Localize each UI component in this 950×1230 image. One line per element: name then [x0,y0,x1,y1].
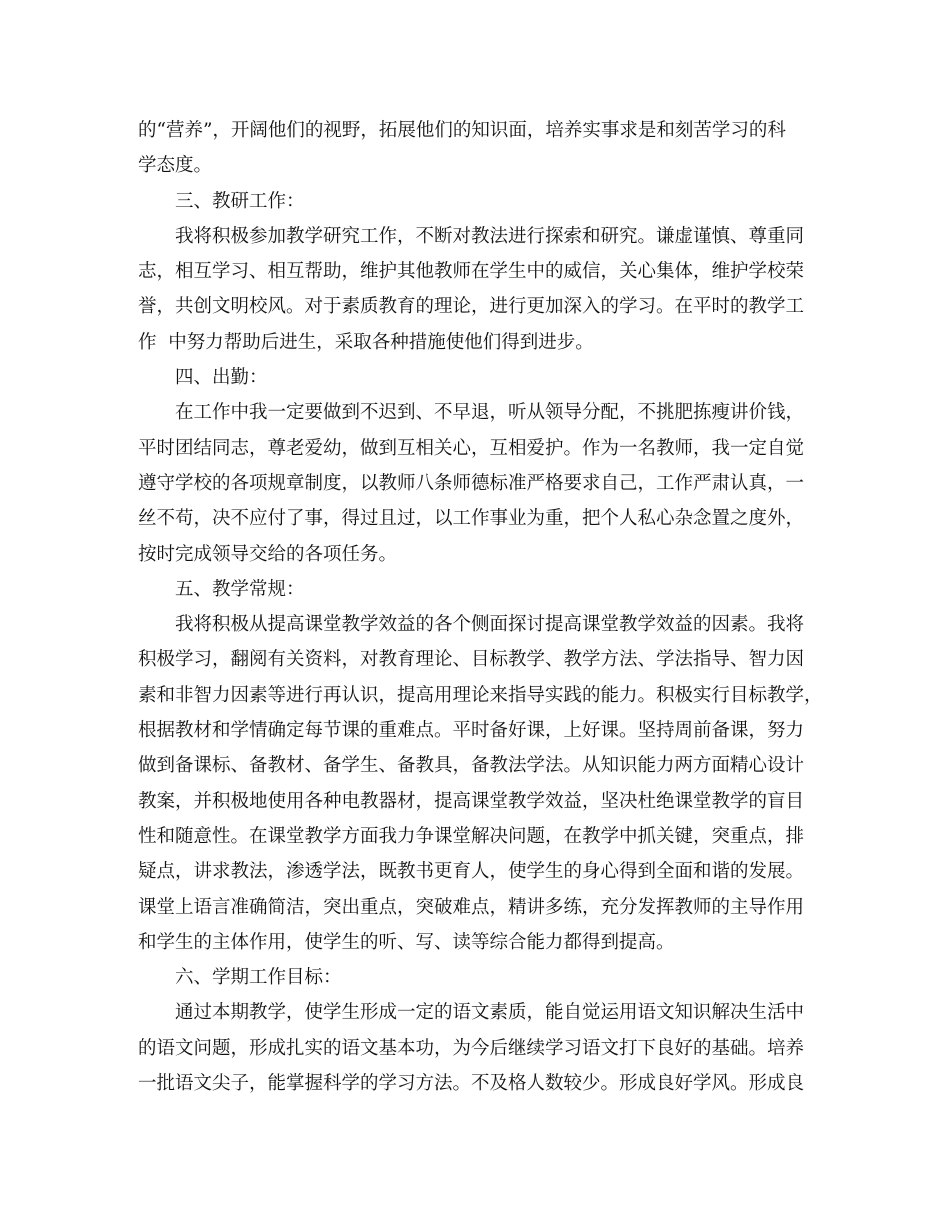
section-heading-semester-goals [138,960,818,995]
document-body [138,113,823,1101]
heading-text: 六、学期工作目标： [175,967,342,989]
paragraph-research [138,219,818,360]
text-line: 课堂上语言准确简洁，突出重点，突破难点，精讲多练，充分发挥教师的主导作用 [138,896,805,918]
text-line: 誉，共创文明校风。对于素质教育的理论，进行更加深入的学习。在平时的教学工 [138,296,805,318]
text-line: 素和非智力因素等进行再认识，提高用理论来指导实践的能力。积极实行目标教学， [138,684,823,706]
text-line: 的“营养”，开阔他们的视野，拓展他们的知识面，培养实事求是和刻苦学习的科 [138,120,786,141]
section-heading-teaching-routine [138,572,818,607]
heading-text: 三、教研工作： [175,190,305,212]
text-line: 的语文问题，形成扎实的语文基本功，为今后继续学习语文打下良好的基础。培养 [138,1037,805,1059]
text-line: 性和随意性。在课堂教学方面我力争课堂解决问题，在教学中抓关键，突重点，排 [138,825,805,847]
text-line: 遵守学校的各项规章制度，以教师八条师德标准严格要求自己，工作严肃认真，一 [138,472,805,494]
paragraph-attendance [138,395,818,571]
section-heading-attendance [138,360,818,395]
text-line: 通过本期教学，使学生形成一定的语文素质，能自觉运用语文知识解决生活中 [175,1002,805,1024]
text-line: 教案，并积极地使用各种电教器材，提高课堂教学效益，坚决杜绝课堂教学的盲目 [138,790,805,812]
text-line: 志，相互学习、相互帮助，维护其他教师在学生中的威信，关心集体，维护学校荣 [138,261,805,283]
paragraph-continuation [138,113,818,184]
text-line: 积极学习，翻阅有关资料，对教育理论、目标教学、教学方法、学法指导、智力因 [138,649,805,671]
text-line: 丝不苟，决不应付了事，得过且过，以工作事业为重，把个人私心杂念置之度外， [138,508,805,530]
paragraph-semester-goals [138,995,818,1101]
text-line: 平时团结同志，尊老爱幼，做到互相关心，互相爱护。作为一名教师，我一定自觉 [138,437,805,459]
text-line: 做到备课标、备教材、备学生、备教具，备教法学法。从知识能力两方面精心设计 [138,755,805,777]
paragraph-teaching-routine [138,607,823,960]
section-heading-research [138,184,818,219]
heading-text: 五、教学常规： [175,578,305,600]
text-line: 一批语文尖子，能掌握科学的学习方法。不及格人数较少。形成良好学风。形成良 [138,1073,805,1095]
text-line: 我将积极从提高课堂教学效益的各个侧面探讨提高课堂教学效益的因素。我将 [175,614,805,636]
text-line: 我将积极参加教学研究工作，不断对教法进行探索和研究。谦虚谨慎、尊重同 [175,225,805,247]
text-line: 在工作中我一定要做到不迟到、不早退，听从领导分配，不挑肥拣瘦讲价钱， [175,402,805,424]
text-line: 学态度。 [138,155,213,177]
text-line: 疑点，讲求教法，渗透学法，既教书更育人，使学生的身心得到全面和谐的发展。 [138,861,805,883]
text-line: 作 中努力帮助后进生，采取各种措施使他们得到进步。 [138,331,594,353]
text-line: 按时完成领导交给的各项任务。 [138,543,398,565]
heading-text: 四、出勤： [175,367,268,389]
text-line: 和学生的主体作用，使学生的听、写、读等综合能力都得到提高。 [138,931,675,953]
text-line: 根据教材和学情确定每节课的重难点。平时备好课，上好课。坚持周前备课，努力 [138,720,805,742]
